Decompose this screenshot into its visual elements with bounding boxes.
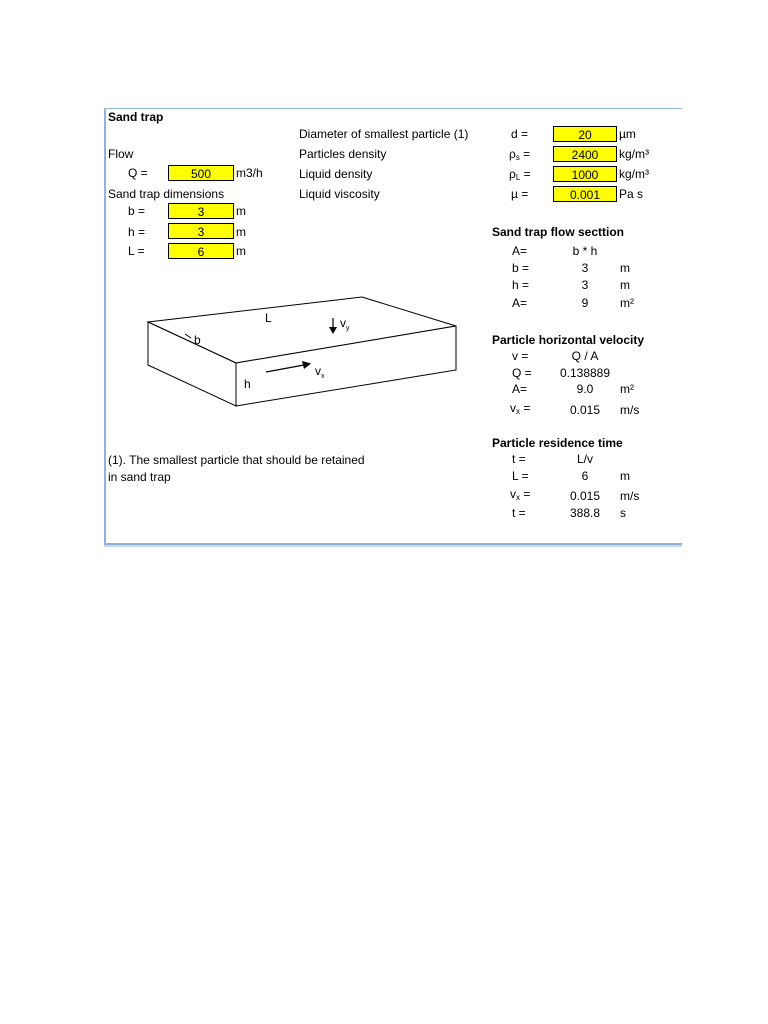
residence-t-symbol: t = (512, 452, 526, 466)
dim-b-unit: m (236, 204, 246, 218)
liquid-density-label: Liquid density (299, 167, 373, 181)
diagram-vy-label: $v_y$ (340, 316, 350, 332)
diagram-vx-label: $v_x$ (315, 364, 325, 380)
diameter-symbol: d = (511, 127, 529, 141)
velocity-q-symbol: Q = (512, 366, 532, 380)
velocity-q-value: 0.138889 (559, 366, 611, 380)
velocity-v-symbol: v = (512, 349, 529, 363)
velocity-a-symbol: A= (512, 382, 528, 396)
liquid-density-symbol: $\rho_L$ = (509, 167, 531, 182)
fs-row4-symbol: A= (512, 296, 528, 310)
fs-row3-unit: m (620, 278, 630, 292)
particle-density-symbol: $\rho_s$ = (509, 147, 531, 162)
fs-row3-value: 3 (581, 278, 589, 292)
velocity-a-unit: m² (620, 382, 634, 396)
dim-L-input[interactable]: 6 (168, 243, 234, 259)
diameter-unit: µm (619, 127, 636, 141)
footnote-line1: (1). The smallest particle that should be retained (108, 453, 365, 467)
velocity-a-value: 9.0 (576, 382, 594, 396)
diagram-h-label: h (244, 377, 251, 391)
residence-L-unit: m (620, 469, 630, 483)
residence-t2-value: 388.8 (569, 506, 601, 520)
flow-section-heading: Sand trap flow secttion (492, 225, 625, 239)
dim-L-label: L = (128, 244, 145, 258)
flow-q-label: Q = (128, 166, 148, 180)
flow-q-unit: m3/h (236, 166, 263, 180)
liquid-density-unit: kg/m³ (619, 167, 649, 181)
velocity-heading: Particle horizontal velocity (492, 333, 645, 347)
fs-row4-unit: m² (620, 296, 634, 310)
footnote-line2: in sand trap (108, 470, 171, 484)
residence-t-value: L/v (576, 452, 593, 466)
viscosity-input[interactable]: 0.001 (553, 186, 617, 202)
fs-row2-value: 3 (581, 261, 589, 275)
particle-density-unit: kg/m³ (619, 147, 649, 161)
velocity-vx-symbol: $v_x$ = (510, 401, 531, 416)
fs-row2-symbol: b = (512, 261, 530, 275)
velocity-vx-value: 0.015 (569, 403, 601, 417)
residence-L-symbol: L = (512, 469, 529, 483)
particle-density-label: Particles density (299, 147, 387, 161)
velocity-v-value: Q / A (571, 349, 599, 363)
fs-row3-symbol: h = (512, 278, 530, 292)
residence-t2-symbol: t = (512, 506, 526, 520)
sheet-title: Sand trap (108, 110, 164, 124)
dim-L-unit: m (236, 244, 246, 258)
liquid-viscosity-label: Liquid viscosity (299, 187, 380, 201)
viscosity-symbol: µ = (511, 187, 529, 201)
dim-h-unit: m (236, 225, 246, 239)
sand-trap-diagram (140, 290, 470, 415)
flow-section-label: Flow (108, 147, 134, 161)
diameter-label: Diameter of smallest particle (1) (299, 127, 469, 141)
viscosity-unit: Pa s (619, 187, 644, 201)
fs-row1-value: b * h (572, 244, 598, 258)
diagram-b-label: b (194, 333, 201, 347)
fs-row4-value: 9 (581, 296, 589, 310)
liquid-density-input[interactable]: 1000 (553, 166, 617, 182)
residence-vx-unit: m/s (620, 489, 640, 503)
residence-vx-symbol: $v_x$ = (510, 487, 531, 502)
diagram-L-label: L (265, 311, 272, 325)
residence-heading: Particle residence time (492, 436, 623, 450)
velocity-vx-unit: m/s (620, 403, 640, 417)
dim-h-label: h = (128, 225, 146, 239)
dim-b-input[interactable]: 3 (168, 203, 234, 219)
flow-q-input[interactable]: 500 (168, 165, 234, 181)
dimensions-section-label: Sand trap dimensions (108, 187, 225, 201)
fs-row1-symbol: A= (512, 244, 528, 258)
dim-h-input[interactable]: 3 (168, 223, 234, 239)
residence-L-value: 6 (581, 469, 589, 483)
residence-vx-value: 0.015 (569, 489, 601, 503)
residence-t2-unit: s (620, 506, 626, 520)
fs-row2-unit: m (620, 261, 630, 275)
dim-b-label: b = (128, 204, 146, 218)
diameter-input[interactable]: 20 (553, 126, 617, 142)
particle-density-input[interactable]: 2400 (553, 146, 617, 162)
